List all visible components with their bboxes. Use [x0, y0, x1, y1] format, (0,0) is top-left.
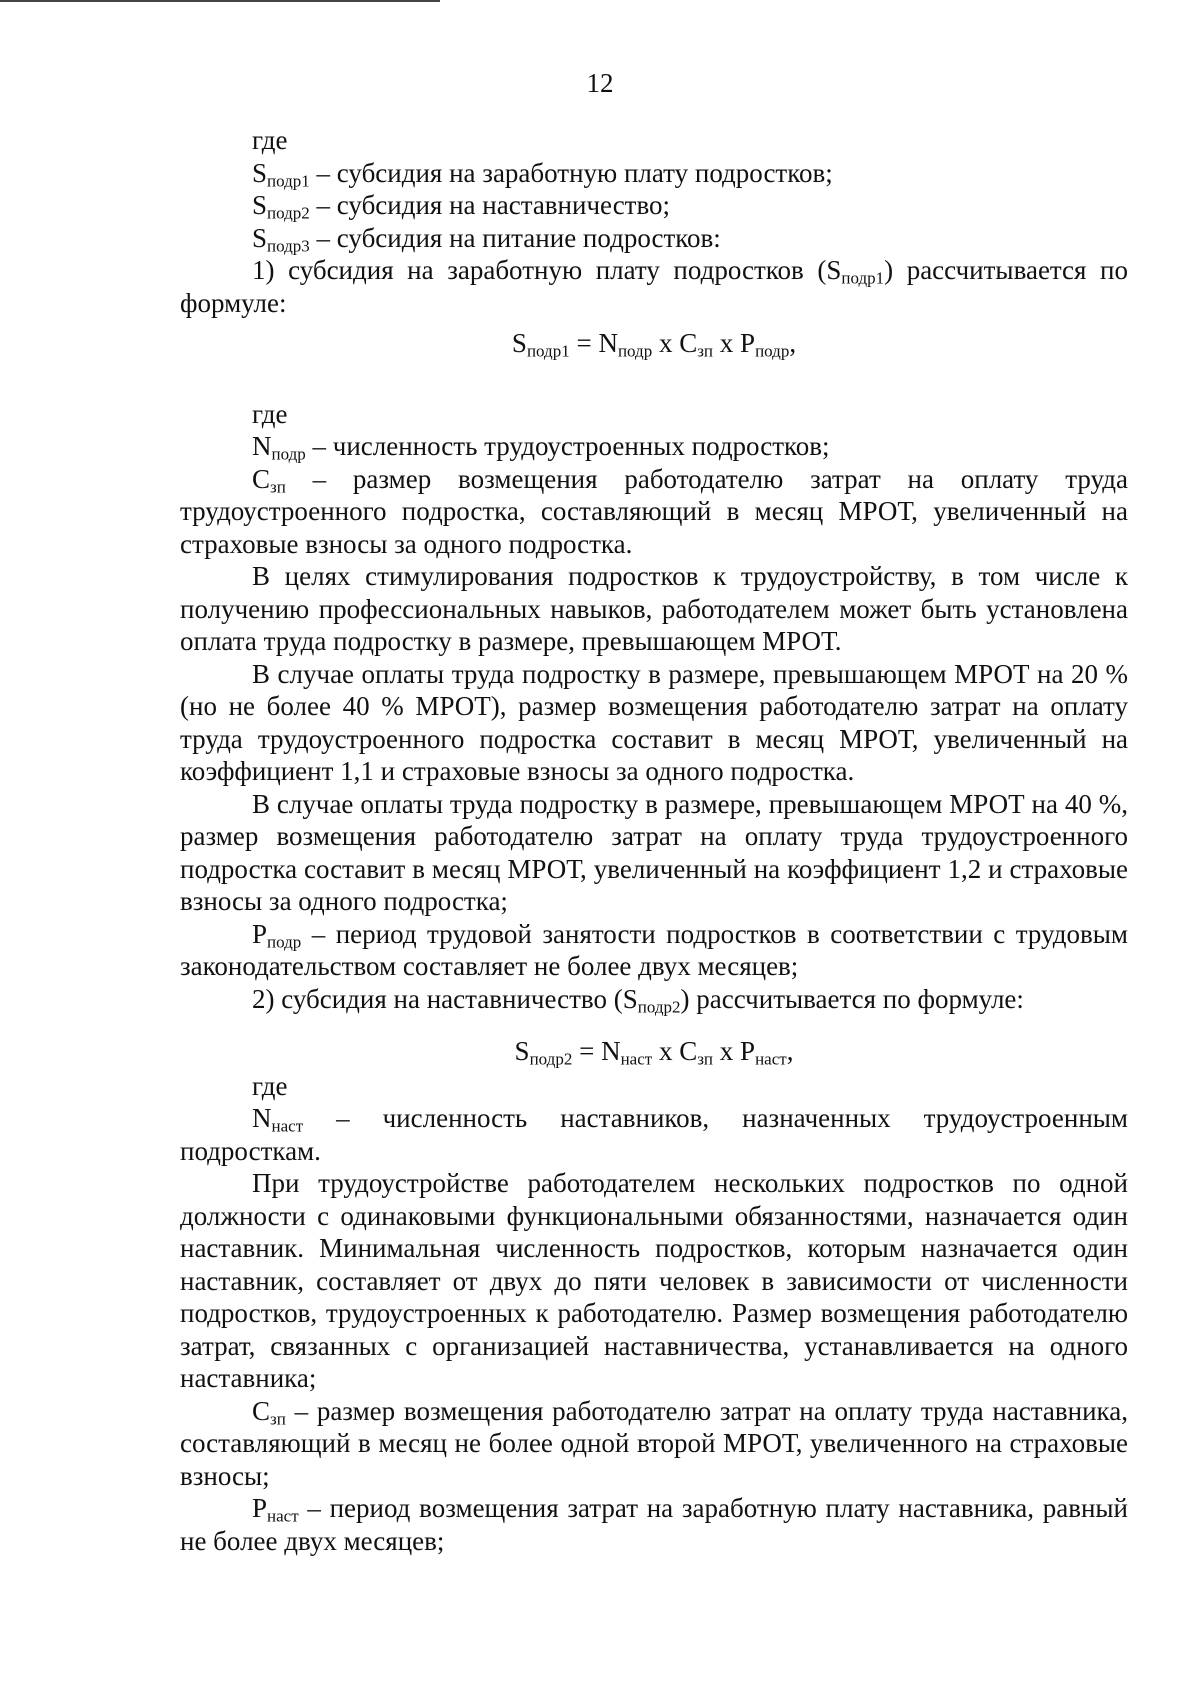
paragraph-incentive: В целях стимулирования подростков к трудоустройству, в том числе к получению профессиональных навыков, работодателем может быть установлена оплата труда подростку в размере, превышающем МРОТ. [180, 561, 1128, 656]
definition-c-zp-teen: $С_{зп}$ – размер возмещения работодателю затрат на оплату труда трудоустроенного подростка, составляющий в месяц МРОТ, увеличенный на страховые взносы за одного подростка. [180, 463, 1128, 559]
where-label: где [252, 398, 288, 429]
definition-n-podr: $N_{подр}$ – численность трудоустроенных подростков; [252, 431, 830, 464]
page-number: 12 [586, 68, 614, 98]
definition-s-podr3: $S_{подр3}$ – субсидия на питание подростков: [252, 222, 721, 255]
definition-p-podr: $Р_{подр}$ – период трудовой занятости подростков в соответствии с трудовым законодательством составляет не более двух месяцев; [180, 918, 1128, 981]
paragraph-case-20-percent: В случае оплаты труда подростку в размере, превышающем МРОТ на 20 % (но не более 40 % МРОТ), размер возмещения работодателю затрат на оплату труда трудоустроенного подростка составит в месяц МРОТ, увеличенный на коэффициент 1,1 и страховые взносы за одного подростка. [180, 658, 1128, 786]
formula-mentoring-subsidy: $S_{подр2} = N_{наст}$ x $С_{зп}$ x $Р_{наст}$, [514, 1036, 794, 1069]
definition-s-podr2: $S_{подр2}$ – субсидия на наставничество; [252, 190, 671, 223]
paragraph-mentor-assignment: При трудоустройстве работодателем нескольких подростков по одной должности с одинаковыми функциональными обязанностями, назначается один наставник. Минимальная численность подростков, которым назначается один наставник, составляет от двух до пяти человек в зависимости от численности подростков, трудоустроенных к работодателю. Размер возмещения работодателю затрат, связанных с организацией наставничества, устанавливается на одного наставника; [180, 1168, 1128, 1393]
definition-c-zp-mentor: $С_{зп}$ – размер возмещения работодателю затрат на оплату труда наставника, составляющий в месяц не более одной второй МРОТ, увеличенного на страховые взносы; [180, 1395, 1128, 1491]
item-2-mentoring-subsidy: 2) субсидия на наставничество $(S_{подр2})$ рассчитывается по формуле: [252, 983, 1024, 1016]
definition-n-nast: $N_{наст}$ – численность наставников, назначенных трудоустроенным подросткам. [180, 1103, 1128, 1166]
item-1-wage-subsidy: 1) субсидия на заработную плату подростков $(S_{подр1})$ рассчитывается по формуле: [180, 255, 1128, 318]
scan-edge-line [0, 0, 440, 2]
definition-p-nast: $Р_{наст}$ – период возмещения затрат на заработную плату наставника, равный не более двух месяцев; [180, 1493, 1128, 1556]
where-label: где [252, 125, 288, 155]
paragraph-case-40-percent: В случае оплаты труда подростку в размере, превышающем МРОТ на 40 %, размер возмещения работодателю затрат на оплату труда трудоустроенного подростка составит в месяц МРОТ, увеличенный на коэффициент 1,2 и страховые взносы за одного подростка; [180, 788, 1128, 916]
document-body [180, 124, 1128, 1557]
formula-wage-subsidy: $S_{подр1} = N_{подр}$ x $С_{зп}$ x $Р_{подр}$, [511, 328, 797, 361]
where-label: где [252, 1070, 288, 1101]
definition-s-podr1: $S_{подр1}$ – субсидия на заработную плату подростков; [252, 157, 833, 190]
